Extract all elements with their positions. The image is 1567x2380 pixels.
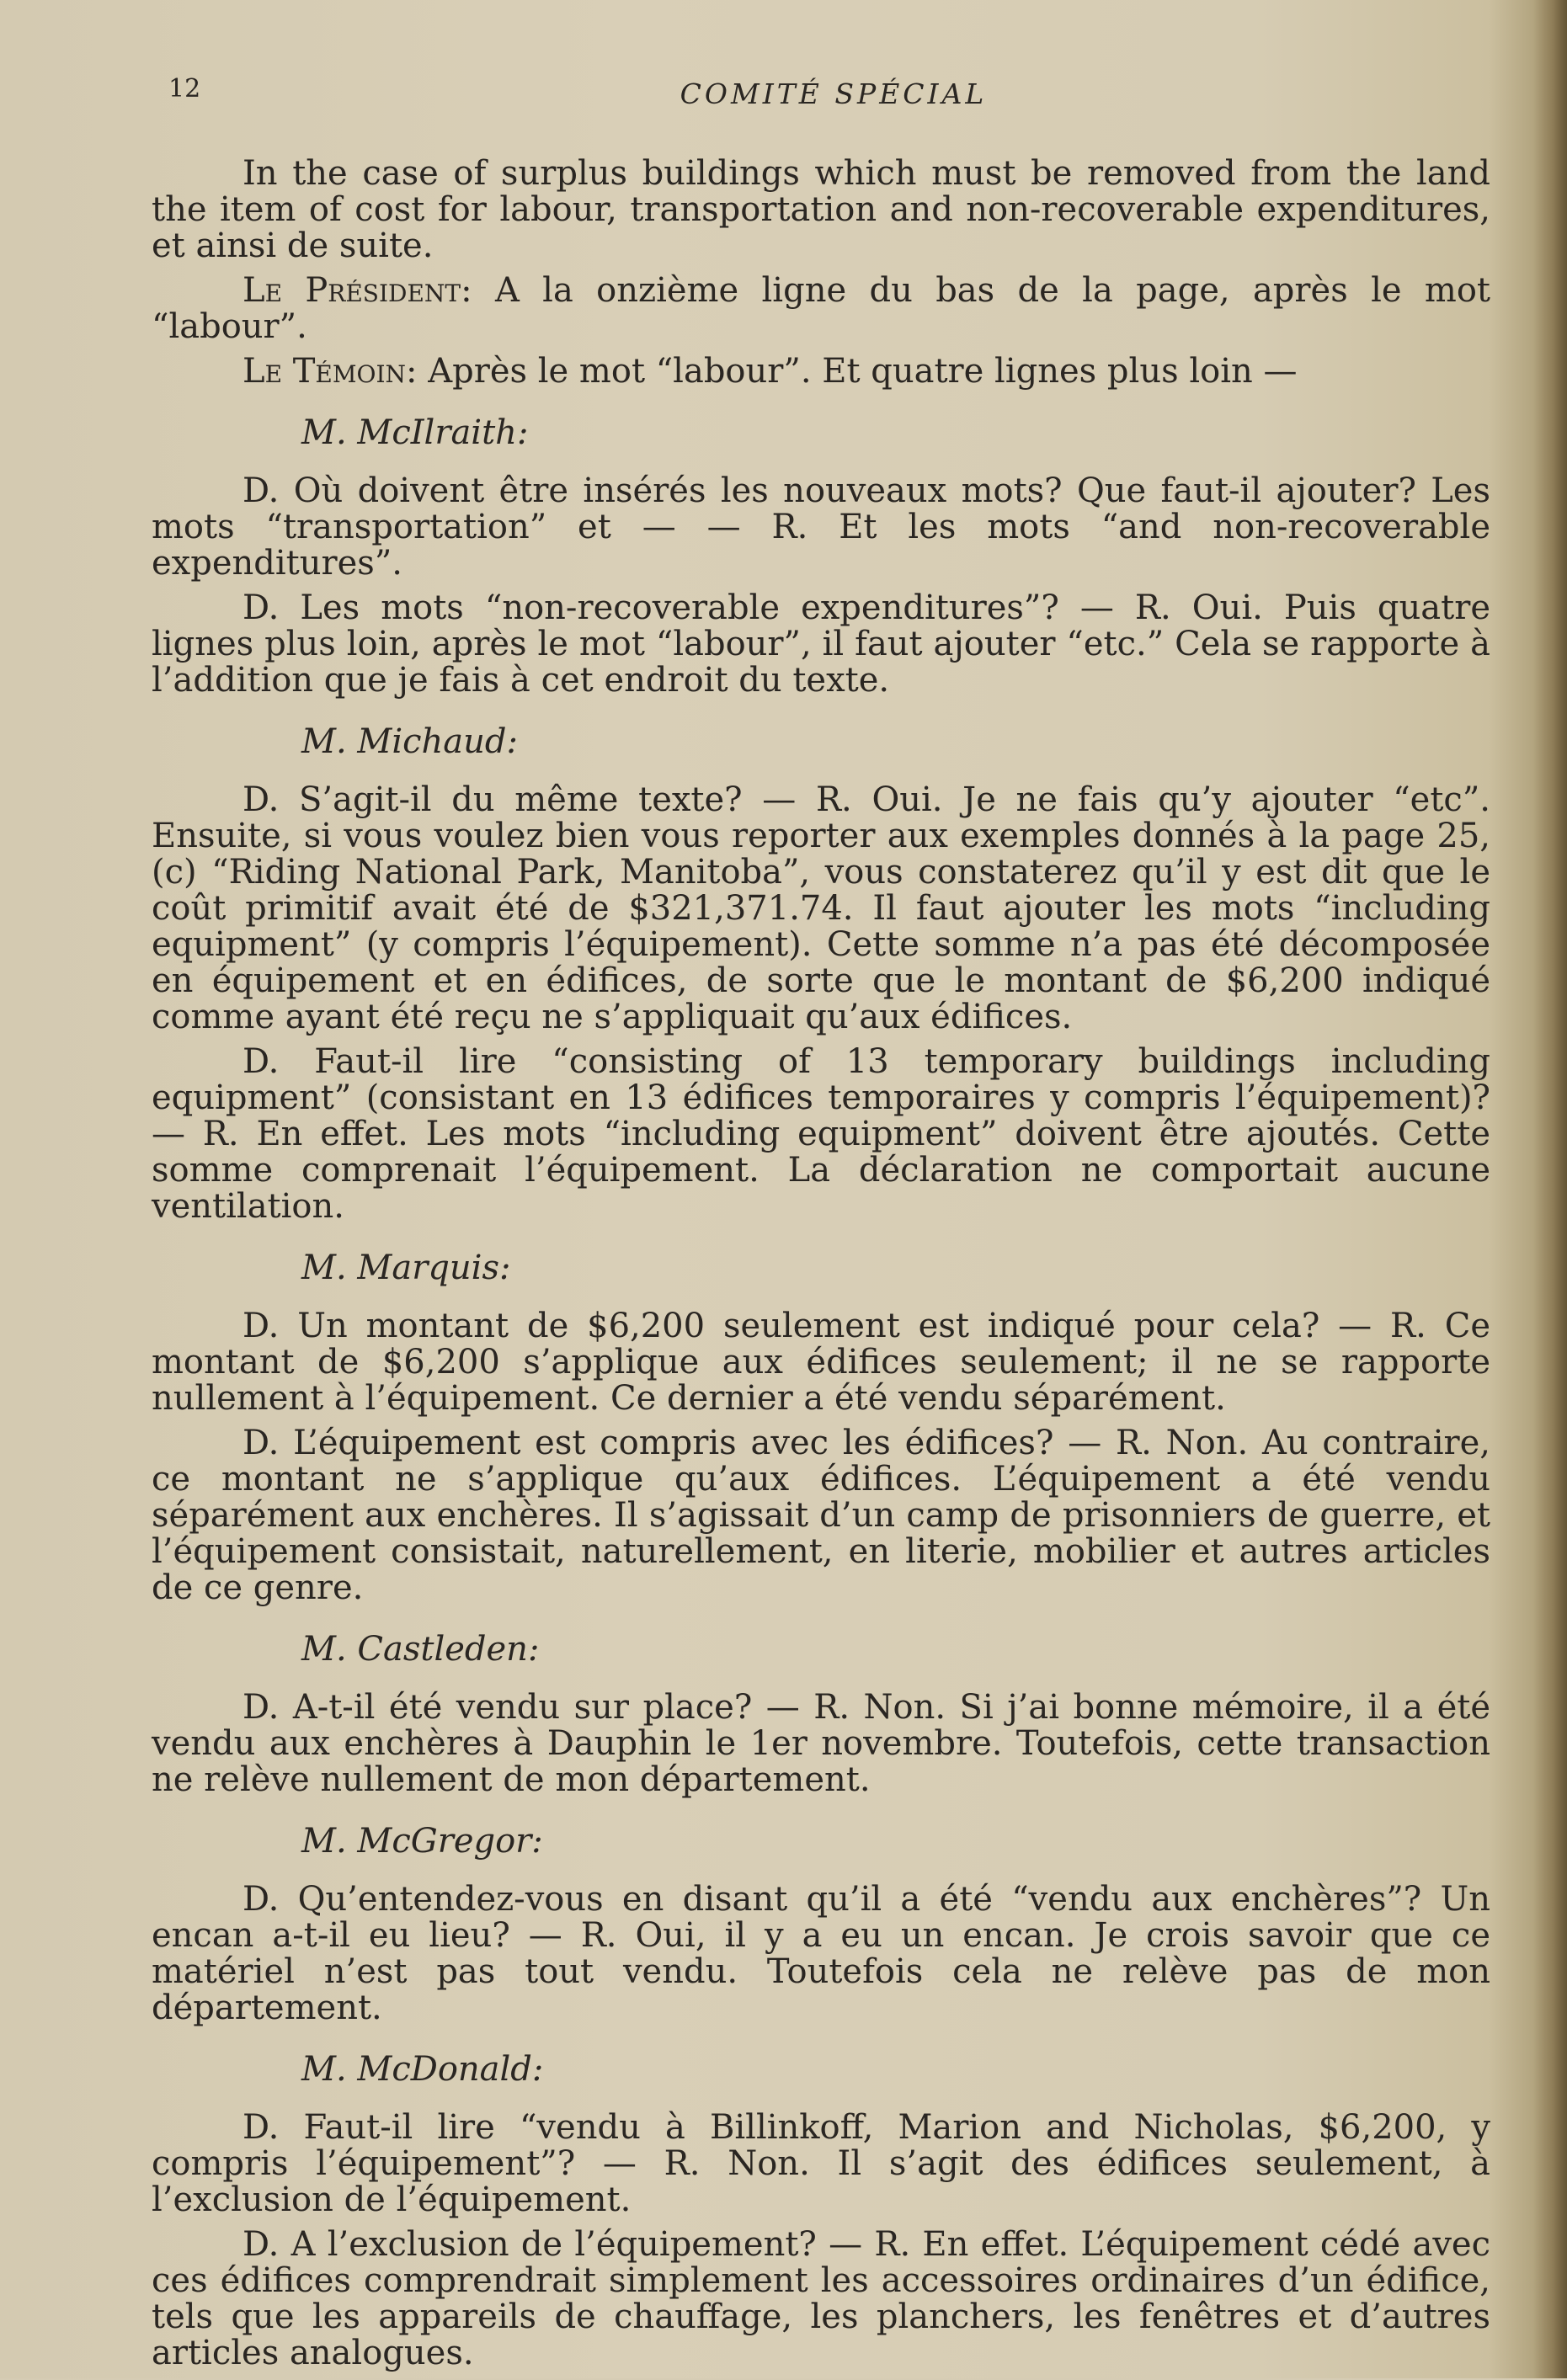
speaker-heading xyxy=(152,2052,1490,2088)
paragraph: D. Qu’entendez-vous en disant qu’il a été “vendu aux enchères”? Un encan a-t-il eu lieu? — R. Oui, il y a eu un encan. Je crois savoir que ce matériel n’est pas tout vendu. Toutefois cela ne relève pas de mon département. xyxy=(152,1880,1490,2027)
paragraph: D. L’équipement est compris avec les édifices? — R. Non. Au contraire, ce montant ne s’applique qu’aux édifices. L’équipement a été vendu séparément aux enchères. Il s’agissait d’un camp de prisonniers de guerre, et l’équipement consistait, naturellement, en literie, mobilier et autres articles de ce genre. xyxy=(152,1424,1490,1607)
paragraph: D. Faut-il lire “vendu à Billinkoff, Marion and Nicholas, $6,200, y compris l’équipement”? — R. Non. Il s’agit des édifices seulement, à l’exclusion de l’équipement. xyxy=(152,2108,1490,2219)
paragraph: D. A-t-il été vendu sur place? — R. Non. Si j’ai bonne mémoire, il a été vendu aux enchères à Dauphin le 1er novembre. Toutefois, cette transaction ne relève nullement de mon département. xyxy=(152,1688,1490,1799)
speaker-heading xyxy=(152,1824,1490,1860)
speaker-heading xyxy=(152,724,1490,760)
speaker-name: M. McIlraith: xyxy=(301,413,529,452)
paragraph-text: A la onzième ligne du bas de la page, après le mot “labour”. xyxy=(152,271,1490,346)
speaker-heading xyxy=(152,1250,1490,1286)
speaker-heading xyxy=(152,1632,1490,1668)
paragraph: D. S’agit-il du même texte? — R. Oui. Je ne fais qu’y ajouter “etc”. Ensuite, si vous voulez bien vous reporter aux exemples donnés à la page 25, (c) “Riding National Park, Manitoba”, vous constaterez qu’il y est dit que le coût primitif avait été de $321,371.74. Il faut ajouter les mots “including equipment” (y compris l’équipement). Cette somme n’a pas été décomposée en équipement et en édifices, de sorte que le montant de $6,200 indiqué comme ayant été reçu ne s’appliquait qu’aux édifices. xyxy=(152,780,1490,1036)
paragraph-text: Après le mot “labour”. Et quatre lignes plus loin — xyxy=(428,352,1298,391)
speaker-label: Le Président: xyxy=(243,271,472,310)
page-edge-shadow xyxy=(1533,0,1567,2378)
paragraph: D. A l’exclusion de l’équipement? — R. En effet. L’équipement cédé avec ces édifices comprendrait simplement les accessoires ordinaires d’un édifice, tels que les appareils de chauffage, les planchers, les fenêtres et d’autres articles analogues. xyxy=(152,2225,1490,2372)
speaker-name: M. McDonald: xyxy=(301,2050,544,2089)
paragraph: D. Un montant de $6,200 seulement est indiqué pour cela? — R. Ce montant de $6,200 s’applique aux édifices seulement; il ne se rapporte nullement à l’équipement. Ce dernier a été vendu séparément. xyxy=(152,1307,1490,1418)
speaker-label: Le Témoin: xyxy=(243,352,418,391)
paragraph: D. Les mots “non-recoverable expenditures”? — R. Oui. Puis quatre lignes plus loin, après le mot “labour”, il faut ajouter “etc.” Cela se rapporte à l’addition que je fais à cet endroit du texte. xyxy=(152,588,1490,700)
running-title: COMITÉ SPÉCIAL xyxy=(680,77,988,110)
page-header xyxy=(168,74,1499,116)
paragraph xyxy=(152,354,1490,390)
paragraph xyxy=(152,273,1490,345)
page-number: 12 xyxy=(168,74,201,104)
paragraph: D. Faut-il lire “consisting of 13 temporary buildings including equipment” (consistant en 13 édifices temporaires y compris l’équipement)? — R. En effet. Les mots “including equipment” doivent être ajoutés. Cette somme comprenait l’équipement. La déclaration ne comportait aucune ventilation. xyxy=(152,1042,1490,1226)
speaker-name: M. Michaud: xyxy=(301,722,518,761)
paragraph: D. Où doivent être insérés les nouveaux mots? Que faut-il ajouter? Les mots “transportation” et — — R. Et les mots “and non-recoverable expenditures”. xyxy=(152,471,1490,583)
speaker-name: M. Marquis: xyxy=(301,1249,511,1287)
paragraph: In the case of surplus buildings which must be removed from the land the item of cost for labour, transportation and non-recoverable expenditures, et ainsi de suite. xyxy=(152,154,1490,265)
speaker-name: M. McGregor: xyxy=(301,1822,543,1861)
speaker-name: M. Castleden: xyxy=(301,1630,540,1669)
page-body xyxy=(152,156,1490,2380)
speaker-heading xyxy=(152,415,1490,451)
